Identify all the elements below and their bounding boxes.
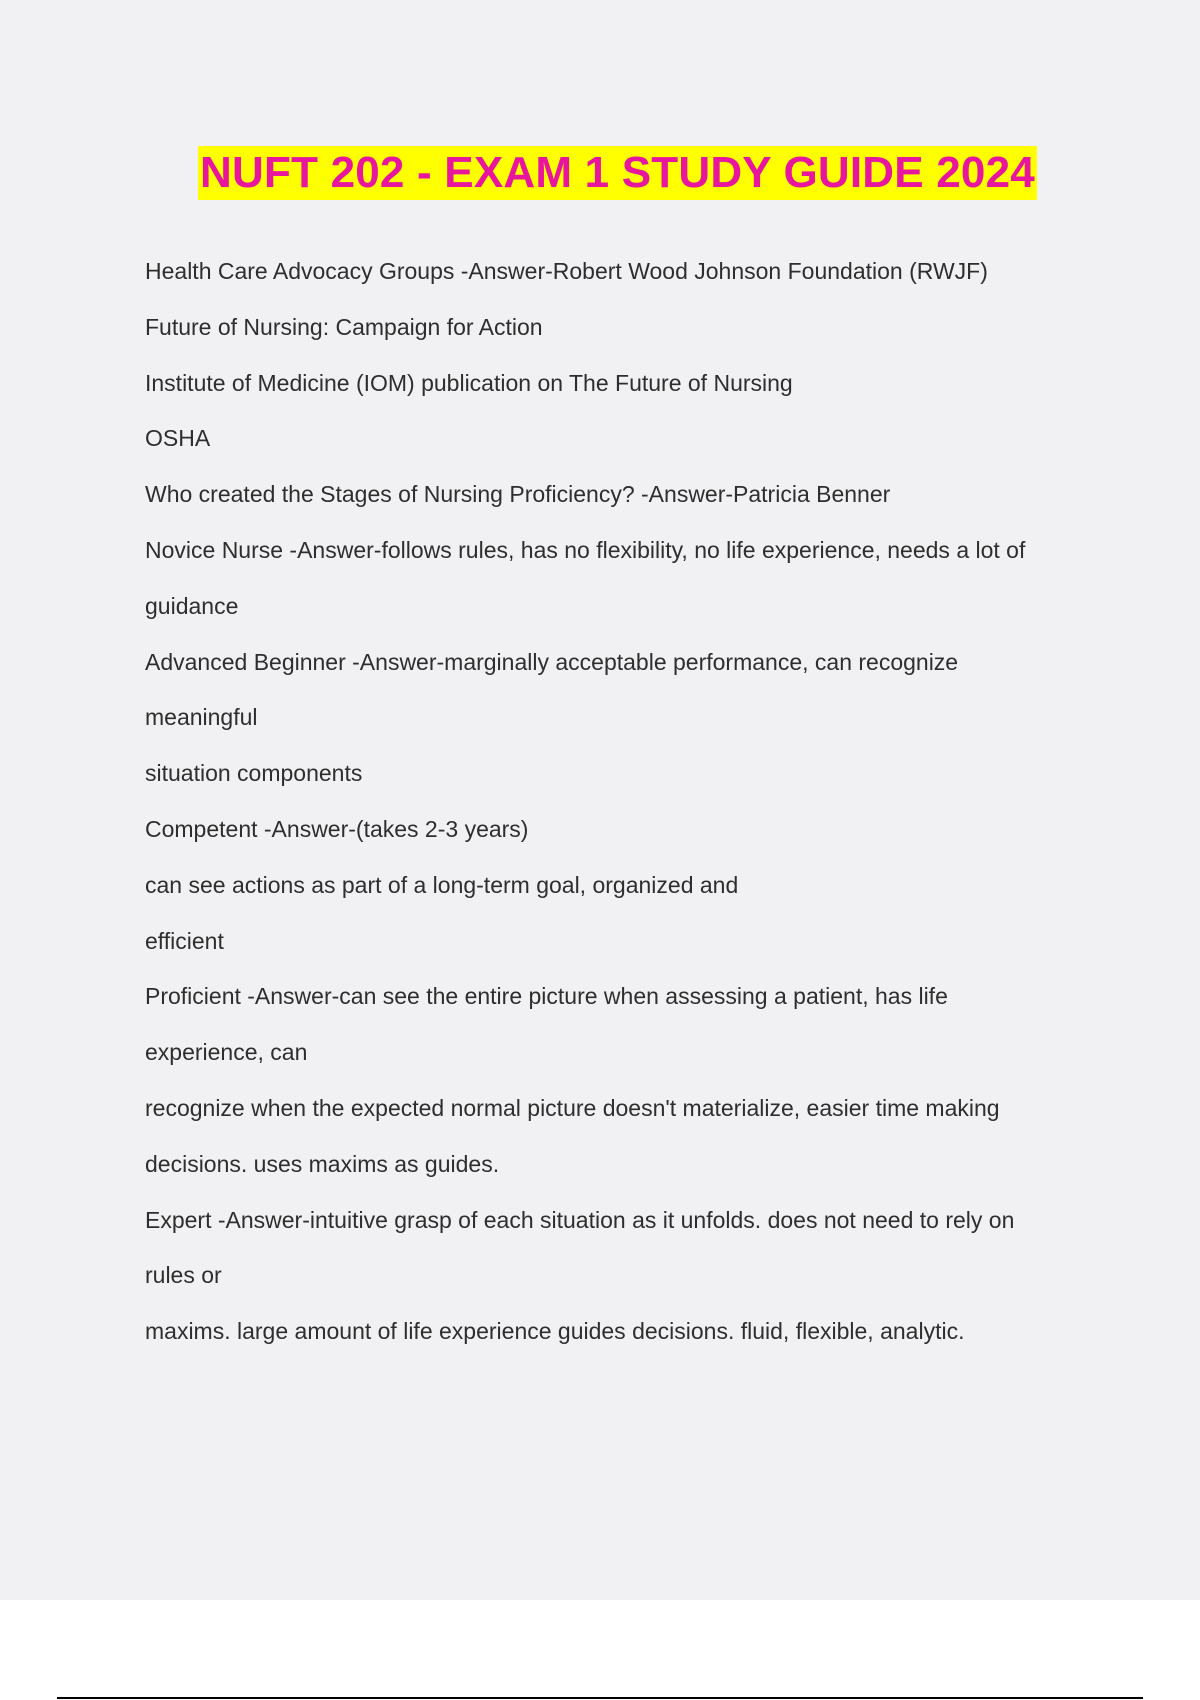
text-line: experience, can [145,1039,308,1066]
text-line: Proficient -Answer-can see the entire picture when assessing a patient, has life [145,983,948,1010]
text-line: OSHA [145,425,211,452]
text-line: Institute of Medicine (IOM) publication on The Future of Nursing [145,369,793,396]
body-text [145,250,1085,1366]
text-line: efficient [145,927,224,954]
page-title: NUFT 202 - EXAM 1 STUDY GUIDE 2024 [198,146,1037,200]
text-line: Novice Nurse -Answer-follows rules, has no flexibility, no life experience, needs a lot of [145,536,1026,563]
text-line: guidance [145,592,239,619]
text-line: Who created the Stages of Nursing Proficiency? -Answer-Patricia Benner [145,481,891,508]
title-container [162,146,1073,200]
text-line: meaningful [145,704,258,731]
text-line: Health Care Advocacy Groups -Answer-Robert Wood Johnson Foundation (RWJF) [145,258,988,284]
text-line: rules or [145,1262,222,1289]
footer-divider [57,1697,1143,1699]
text-line: Expert -Answer-intuitive grasp of each situation as it unfolds. does not need to rely on [145,1206,1015,1233]
text-line: maxims. large amount of life experience guides decisions. fluid, flexible, analytic. [145,1318,965,1345]
text-line: Competent -Answer-(takes 2-3 years) [145,815,529,842]
text-line: situation components [145,760,363,787]
text-line: decisions. uses maxims as guides. [145,1150,500,1177]
text-line: Advanced Beginner -Answer-marginally acceptable performance, can recognize [145,648,959,675]
text-line: can see actions as part of a long-term goal, organized and [145,871,739,898]
text-line: Future of Nursing: Campaign for Action [145,313,543,340]
text-line: recognize when the expected normal picture doesn't materialize, easier time making [145,1094,1000,1121]
